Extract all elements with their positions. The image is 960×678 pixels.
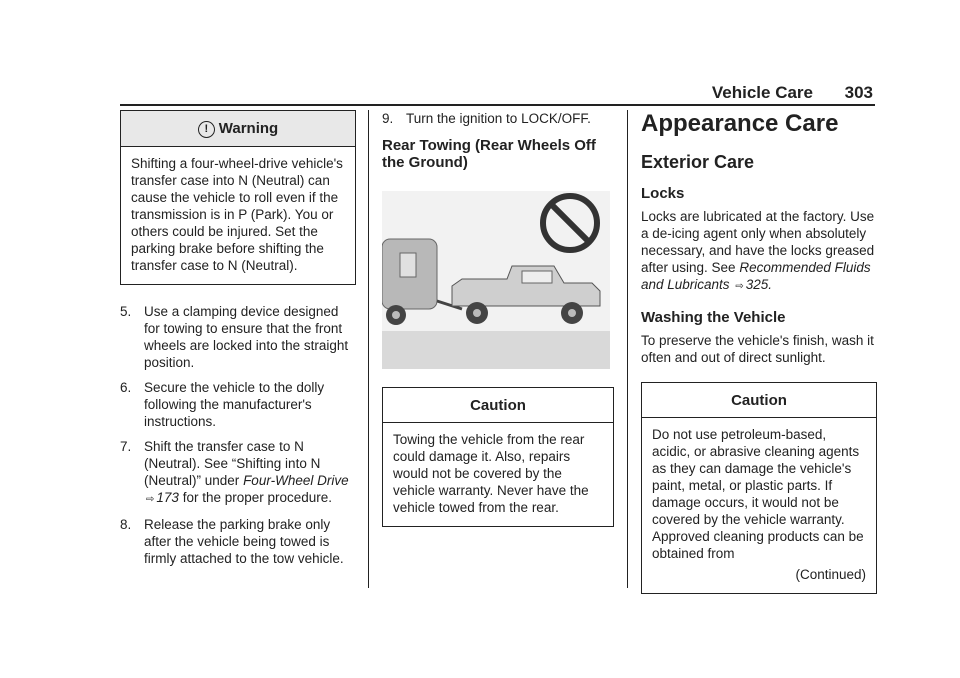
column-divider-2 <box>627 110 628 588</box>
warning-icon: ! <box>198 121 215 138</box>
column-divider-1 <box>368 110 369 588</box>
step-7: 7. Shift the transfer case to N (Neutral). See “Shifting into N (Neutral)” under Four-Wheel Drive ⇨ 173 for the proper procedure. <box>120 438 356 508</box>
towing-steps <box>120 303 356 567</box>
page-ref-173[interactable]: 173 <box>156 490 179 505</box>
warning-text: Shifting a four-wheel-drive vehicle's transfer case into N (Neutral) can cause the vehicle to roll even if the transmission is in P (Park). You or others could be injured. Set the parking brake before shifting the transfer case to N (Neutral). <box>131 156 343 273</box>
washing-heading: Washing the Vehicle <box>641 309 786 326</box>
four-wheel-drive-link[interactable]: Four-Wheel Drive <box>243 473 349 488</box>
warning-box <box>120 110 356 285</box>
page-ref-arrow-icon: ⇨ <box>735 281 744 292</box>
header-title: Vehicle Care <box>711 83 813 102</box>
column-1 <box>120 110 356 575</box>
page-header <box>120 80 875 106</box>
caution-title: Caution <box>642 383 876 418</box>
rear-towing-illustration <box>382 191 610 369</box>
page-number: 303 <box>844 83 873 102</box>
rear-towing-caution-box <box>382 387 614 527</box>
rear-towing-heading: Rear Towing (Rear Wheels Off the Ground) <box>382 137 596 171</box>
step-9: 9. Turn the ignition to LOCK/OFF. <box>382 111 591 126</box>
page-ref-arrow-icon: ⇨ <box>146 494 155 505</box>
column-2 <box>382 110 614 527</box>
fluids-lubricants-link[interactable]: Recommended Fluids and Lubricants <box>641 260 871 292</box>
warning-title: Warning <box>218 120 279 137</box>
caution-text: Towing the vehicle from the rear could damage it. Also, repairs would not be covered by the vehicle warranty. Never have the vehicle towed from the rear. <box>393 432 589 515</box>
page-ref-325[interactable]: 325. <box>745 277 772 292</box>
warning-title-bar <box>121 111 355 147</box>
section-title: Appearance Care <box>641 110 839 137</box>
washing-caution-box <box>641 382 877 594</box>
continued-label: (Continued) <box>795 567 866 582</box>
column-3 <box>641 110 877 594</box>
caution-title: Caution <box>383 388 613 423</box>
locks-text: Locks are lubricated at the factory. Use a de-icing agent only when absolutely necessary, and have the locks greased after using. See Recommended Fluids and Lubricants ⇨ 325. <box>641 208 877 295</box>
subsection-title: Exterior Care <box>641 152 755 172</box>
step-5: 5. Use a clamping device designed for towing to ensure that the front wheels are locked into the straight position. <box>120 304 349 370</box>
step-6: 6. Secure the vehicle to the dolly following the manufacturer's instructions. <box>120 380 325 429</box>
step-8: 8. Release the parking brake only after the vehicle being towed is firmly attached to the tow vehicle. <box>120 517 344 566</box>
washing-text: To preserve the vehicle's finish, wash it often and out of direct sunlight. <box>641 333 874 365</box>
locks-heading: Locks <box>641 185 685 202</box>
caution-text: Do not use petroleum-based, acidic, or abrasive cleaning agents as they can damage the vehicle's paint, metal, or plastic parts. If damage occurs, it would not be covered by the vehicle warranty. Approved cleaning products can be obtained from <box>652 427 864 561</box>
